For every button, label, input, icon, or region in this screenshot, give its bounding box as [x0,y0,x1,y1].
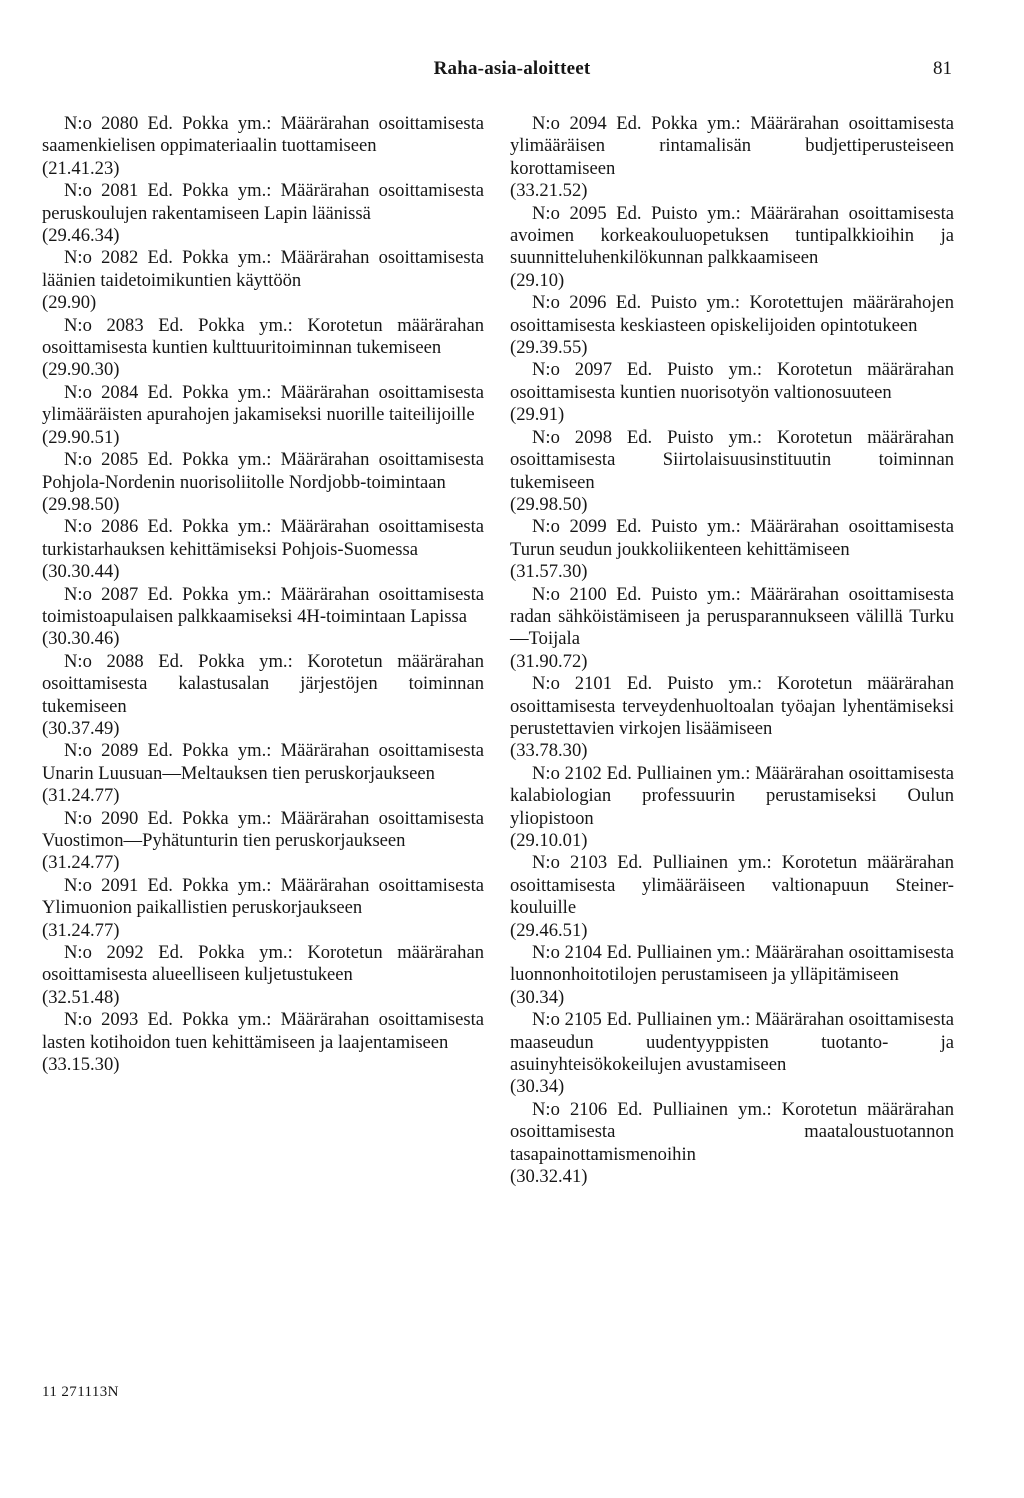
budget-item-reference: (33.15.30) [42,1054,120,1076]
motion-text: N:o 2092 Ed. Pokka ym.: Korotetun määrärahan osoittamisesta alueelliseen kuljetustukeen [42,942,484,986]
motion-text: N:o 2095 Ed. Puisto ym.: Määrärahan osoittamisesta avoimen korkeakouluopetuksen tuntipalkkioihin ja suunnitteluhenkilökunnan palkkaamiseen [510,202,954,269]
motion-entry [42,449,484,516]
right-column [510,113,954,1189]
budget-item-reference: (31.90.72) [510,650,588,672]
motion-text: N:o 2101 Ed. Puisto ym.: Korotetun määrärahan osoittamisesta terveydenhuoltoalan työajan lyhentämiseksi perustettavien virkojen lisäämiseen [510,673,954,739]
budget-item-reference: (30.30.46) [42,628,120,650]
motion-text: N:o 2093 Ed. Pokka ym.: Määrärahan osoittamisesta lasten kotihoidon tuen kehittämiseen ja laajentamiseen [42,1009,484,1053]
budget-item-reference: (29.98.50) [42,493,120,515]
motion-entry [42,651,484,741]
motion-entry [42,113,484,180]
budget-item-reference: (29.46.34) [42,225,120,247]
motion-entry [510,427,954,517]
motion-entry [42,180,484,247]
budget-item-reference: (29.98.50) [510,493,588,515]
motion-entry [42,875,484,942]
motion-text: N:o 2086 Ed. Pokka ym.: Määrärahan osoittamisesta turkistarhauksen kehittämiseksi Pohjois-Suomessa [42,516,484,560]
motion-text: N:o 2094 Ed. Pokka ym.: Määrärahan osoittamisesta ylimääräisen rintamalisän budjettiperusteiseen korottamiseen [510,113,954,179]
motion-text: N:o 2097 Ed. Puisto ym.: Korotetun määrärahan osoittamisesta kuntien nuorisotyön valtionosuuteen [510,359,954,403]
motion-text: N:o 2084 Ed. Pokka ym.: Määrärahan osoittamisesta ylimääräisten apurahojen jakamiseksi nuorille taiteilijoille [42,381,484,426]
motion-text: N:o 2085 Ed. Pokka ym.: Määrärahan osoittamisesta Pohjola-Nordenin nuorisoliitolle Nordjobb-toimintaan [42,449,484,493]
budget-item-reference: (29.46.51) [510,919,588,941]
motion-entry [510,942,954,1009]
budget-item-reference: (29.90) [42,292,97,314]
motion-entry [510,1099,954,1189]
budget-item-reference: (30.32.41) [510,1166,588,1188]
budget-item-reference: (29.90.30) [42,359,120,381]
motion-text: N:o 2090 Ed. Pokka ym.: Määrärahan osoittamisesta Vuostimon—Pyhätunturin tien peruskorjaukseen [42,807,484,851]
budget-item-reference: (31.24.77) [42,852,120,874]
budget-item-reference: (32.51.48) [42,986,120,1008]
motion-text: N:o 2081 Ed. Pokka ym.: Määrärahan osoittamisesta peruskoulujen rakentamiseen Lapin läänissä [42,180,484,224]
motion-text: N:o 2106 Ed. Pulliainen ym.: Korotetun määrärahan osoittamisesta maataloustuotannon tasapainottamismenoihin [510,1098,954,1165]
motion-text: N:o 2100 Ed. Puisto ym.: Määrärahan osoittamisesta radan sähköistämiseen ja perusparannukseen välillä Turku—Toijala [510,583,954,650]
budget-item-reference: (33.21.52) [510,180,588,202]
budget-item-reference: (30.37.49) [42,717,120,739]
motion-entry [510,673,954,763]
budget-item-reference: (29.90.51) [42,426,120,448]
budget-item-reference: (29.10.01) [510,830,588,851]
motion-text: N:o 2080 Ed. Pokka ym.: Määrärahan osoittamisesta saamenkielisen oppimateriaalin tuottamiseen [42,113,484,157]
page-title: Raha-asia-aloitteet [433,58,591,79]
motion-entry [510,1009,954,1099]
motion-text: N:o 2096 Ed. Puisto ym.: Korotettujen määrärahojen osoittamisesta keskiasteen opiskelijoiden opintotukeen [510,292,954,336]
motion-text: N:o 2102 Ed. Pulliainen ym.: Määrärahan osoittamisesta kalabiologian professuurin perustamiseksi Oulun yliopistoon [510,762,954,829]
motion-entry [42,247,484,314]
motion-entry [510,203,954,293]
budget-item-reference: (29.10) [510,269,565,291]
motion-text: N:o 2083 Ed. Pokka ym.: Korotetun määrärahan osoittamisesta kuntien kulttuuritoiminnan tukemiseen [42,314,484,359]
motion-text: N:o 2089 Ed. Pokka ym.: Määrärahan osoittamisesta Unarin Luusuan—Meltauksen tien peruskorjaukseen [42,740,484,784]
left-column [42,113,484,1076]
motion-text: N:o 2087 Ed. Pokka ym.: Määrärahan osoittamisesta toimistoapulaisen palkkaamiseksi 4H-toimintaan Lapissa [42,583,484,627]
motion-entry [42,315,484,382]
budget-item-reference: (29.91) [510,404,565,426]
budget-item-reference: (31.24.77) [42,785,120,807]
motion-text: N:o 2088 Ed. Pokka ym.: Korotetun määrärahan osoittamisesta kalastusalan järjestöjen toiminnan tukemiseen [42,650,484,717]
motion-entry [42,808,484,875]
budget-item-reference: (21.41.23) [42,157,120,179]
motion-entry [510,292,954,359]
motion-text: N:o 2091 Ed. Pokka ym.: Määrärahan osoittamisesta Ylimuonion paikallistien peruskorjaukseen [42,874,484,919]
motion-text: N:o 2104 Ed. Pulliainen ym.: Määrärahan osoittamisesta luonnonhoitotilojen perustamiseen ja ylläpitämiseen [510,942,954,986]
motion-entry [510,763,954,853]
motion-entry [510,852,954,942]
budget-item-reference: (30.34) [510,1076,565,1098]
budget-item-reference: (30.34) [510,986,565,1008]
motion-entry [510,516,954,583]
budget-item-reference: (30.30.44) [42,561,120,583]
motion-entry [42,942,484,1009]
page-number: 81 [933,58,952,79]
budget-item-reference: (31.24.77) [42,919,120,941]
motion-entry [510,359,954,426]
running-header [0,58,1024,88]
motion-entry [42,740,484,807]
motion-text: N:o 2098 Ed. Puisto ym.: Korotetun määrärahan osoittamisesta Siirtolaisuusinstituutin toiminnan tukemiseen [510,426,954,493]
motion-entry [510,584,954,674]
motion-entry [510,113,954,203]
motion-entry [42,584,484,651]
motion-text: N:o 2103 Ed. Pulliainen ym.: Korotetun määrärahan osoittamisesta ylimääräiseen valtionapuun Steiner-kouluille [510,852,954,919]
budget-item-reference: (31.57.30) [510,561,588,583]
motion-text: N:o 2105 Ed. Pulliainen ym.: Määrärahan osoittamisesta maaseudun uudentyyppisten tuotanto- ja asuinyhteisökokeilujen avustamiseen [510,1009,954,1076]
motion-text: N:o 2099 Ed. Puisto ym.: Määrärahan osoittamisesta Turun seudun joukkoliikenteen kehittämiseen [510,516,954,560]
motion-entry [42,1009,484,1076]
budget-item-reference: (33.78.30) [510,740,588,762]
print-code: 11 271113N [42,1384,119,1400]
motion-entry [42,516,484,583]
budget-item-reference: (29.39.55) [510,337,588,359]
motion-text: N:o 2082 Ed. Pokka ym.: Määrärahan osoittamisesta läänien taidetoimikuntien käyttöön [42,247,484,291]
motion-entry [42,382,484,449]
